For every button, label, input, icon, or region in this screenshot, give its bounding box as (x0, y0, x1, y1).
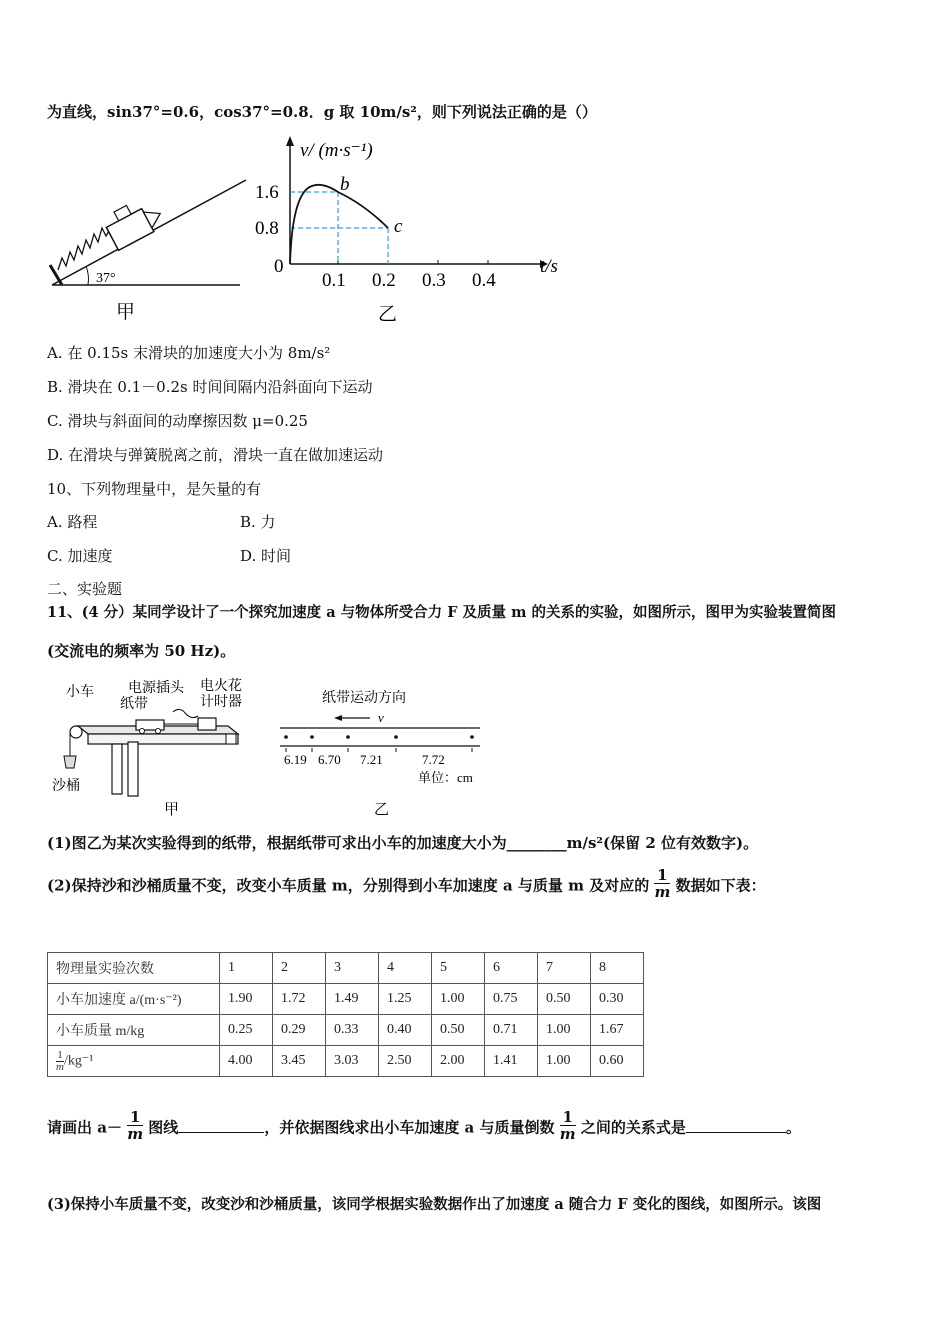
table-cell: 1.49 (326, 984, 379, 1015)
q10-option-c: C. 加速度 (47, 547, 113, 565)
q9-intro: 为直线，sin37°=0.6，cos37°=0.8．g 取 10m/s²，则下列说法正确的是（） (47, 103, 597, 121)
apparatus-caption: 甲 (164, 802, 180, 818)
table-cell: 8 (591, 953, 644, 984)
q10-option-b: B. 力 (240, 513, 276, 531)
y-tick-0.8: 0.8 (255, 218, 279, 239)
tape-unit: 单位：cm (418, 770, 473, 785)
tape-title: 纸带运动方向 (322, 691, 406, 706)
table-cell: 1.90 (220, 984, 273, 1015)
point-c-label: c (394, 216, 403, 237)
table-row (48, 1046, 644, 1077)
table-cell: 6 (485, 953, 538, 984)
tape-caption: 乙 (374, 802, 390, 818)
answer-blank[interactable] (178, 1118, 264, 1133)
table-cell: 3 (326, 953, 379, 984)
q10-option-a: A. 路程 (47, 513, 98, 531)
table-header-row (48, 953, 644, 984)
table-cell: 1.00 (538, 1015, 591, 1046)
fig-yi-caption: 乙 (378, 304, 398, 325)
table-cell: 2.50 (379, 1046, 432, 1077)
fraction-1-over-m: $\frac{1}{m}$ (56, 1048, 64, 1073)
apparatus-figure (48, 676, 263, 824)
table-cell: 1.25 (379, 984, 432, 1015)
fraction-1-over-m: $\frac{1}{m}$ (559, 1108, 576, 1143)
table-cell: 1.00 (432, 984, 485, 1015)
fraction-1-over-m: $\frac{1}{m}$ (127, 1108, 144, 1143)
table-cell: 物理量实验次数 (48, 953, 220, 984)
table-cell: 0.71 (485, 1015, 538, 1046)
q11-stem-line1: 11、(4 分）某同学设计了一个探究加速度 a 与物体所受合力 F 及质量 m 的关系的实验，如图所示，图甲为实验装置简图 (47, 604, 836, 621)
q9-option-a: A. 在 0.15s 末滑块的加速度大小为 8m/s² (47, 344, 331, 362)
answer-blank[interactable] (686, 1118, 786, 1133)
label-plug: 电源插头 (128, 681, 184, 696)
incline-figure (40, 170, 255, 325)
q11-part2-text-a: (2)保持沙和沙桶质量不变，改变小车质量 m，分别得到小车加速度 a 与质量 m 及对应的 (47, 876, 650, 895)
tape-seg-4: 7.72 (422, 752, 445, 767)
tape-seg-2: 6.70 (318, 752, 341, 767)
table-cell: 5 (432, 953, 485, 984)
table-cell: 1.72 (273, 984, 326, 1015)
table-cell-inverse-mass: $\frac{1}{m}$ /kg⁻¹ (48, 1046, 220, 1077)
q9-option-d: D. 在滑块与弹簧脱离之前，滑块一直在做加速运动 (47, 446, 384, 464)
q11-part2-line (47, 866, 766, 903)
tape-seg-3: 7.21 (360, 752, 383, 767)
table-cell: 2.00 (432, 1046, 485, 1077)
table-cell: 1.41 (485, 1046, 538, 1077)
table-cell: 1 (220, 953, 273, 984)
data-table (47, 952, 644, 1077)
table-cell: 1.67 (591, 1015, 644, 1046)
q9-option-b: B. 滑块在 0.1－0.2s 时间间隔内沿斜面向下运动 (47, 378, 373, 396)
table-cell: 7 (538, 953, 591, 984)
section-title: 二、实验题 (47, 580, 123, 598)
tape-seg-1: 6.19 (284, 752, 307, 767)
table-cell: 小车加速度 a/(m·s⁻²) (48, 984, 220, 1015)
x-tick-0.4: 0.4 (472, 270, 496, 291)
q11-part2-question: 请画出 a－ $\frac{1}{m}$ 图线 ，并依据图线求出小车加速度 a 与质量倒数 $\frac{1}{m}$ 之间的关系式是 。 (47, 1108, 801, 1143)
label-bucket: 沙桶 (52, 779, 80, 794)
q9-option-c: C. 滑块与斜面间的动摩擦因数 μ=0.25 (47, 412, 308, 430)
angle-label: 37° (96, 271, 116, 286)
vt-graph (250, 130, 570, 330)
tape-figure (278, 686, 488, 820)
table-row (48, 984, 644, 1015)
q10-stem: 10、下列物理量中，是矢量的有 (47, 480, 262, 498)
table-cell: 1.00 (538, 1046, 591, 1077)
fraction-1-over-m: $\frac{1}{m}$ (654, 866, 671, 901)
table-cell: 3.03 (326, 1046, 379, 1077)
point-b-label: b (340, 174, 350, 195)
q11-part2-text-b: 数据如下表： (675, 876, 766, 895)
table-cell: 0.29 (273, 1015, 326, 1046)
x-axis-label: t/s (540, 256, 558, 277)
table-cell: 0.75 (485, 984, 538, 1015)
y-tick-1.6: 1.6 (255, 182, 279, 203)
fig-jia-caption: 甲 (116, 302, 136, 323)
label-tape: 纸带 (120, 697, 148, 712)
origin-label: 0 (274, 256, 284, 277)
label-cart: 小车 (66, 685, 94, 700)
table-cell: 0.50 (432, 1015, 485, 1046)
tape-v: v (378, 710, 384, 725)
table-cell: 2 (273, 953, 326, 984)
x-tick-0.3: 0.3 (422, 270, 446, 291)
label-timer-1: 电火花 (200, 679, 242, 694)
q11-part1: (1)图乙为某次实验得到的纸带，根据纸带可求出小车的加速度大小为________m/s²(保留 2 位有效数字)。 (47, 834, 759, 852)
table-cell: 4 (379, 953, 432, 984)
table-cell: 0.25 (220, 1015, 273, 1046)
label-timer-2: 计时器 (200, 695, 242, 710)
table-cell: 小车质量 m/kg (48, 1015, 220, 1046)
table-row (48, 1015, 644, 1046)
x-tick-0.1: 0.1 (322, 270, 346, 291)
y-axis-label: v/ (m·s⁻¹) (300, 140, 373, 161)
table-cell: 0.50 (538, 984, 591, 1015)
table-cell: 4.00 (220, 1046, 273, 1077)
table-cell: 0.30 (591, 984, 644, 1015)
table-cell: 0.60 (591, 1046, 644, 1077)
table-cell: 0.40 (379, 1015, 432, 1046)
table-cell: 0.33 (326, 1015, 379, 1046)
q10-option-d: D. 时间 (240, 547, 292, 565)
q11-part3: (3)保持小车质量不变，改变沙和沙桶质量，该同学根据实验数据作出了加速度 a 随合力 F 变化的图线，如图所示。该图 (47, 1196, 822, 1213)
table-cell: 3.45 (273, 1046, 326, 1077)
x-tick-0.2: 0.2 (372, 270, 396, 291)
q11-stem-line2: (交流电的频率为 50 Hz)。 (47, 642, 236, 660)
